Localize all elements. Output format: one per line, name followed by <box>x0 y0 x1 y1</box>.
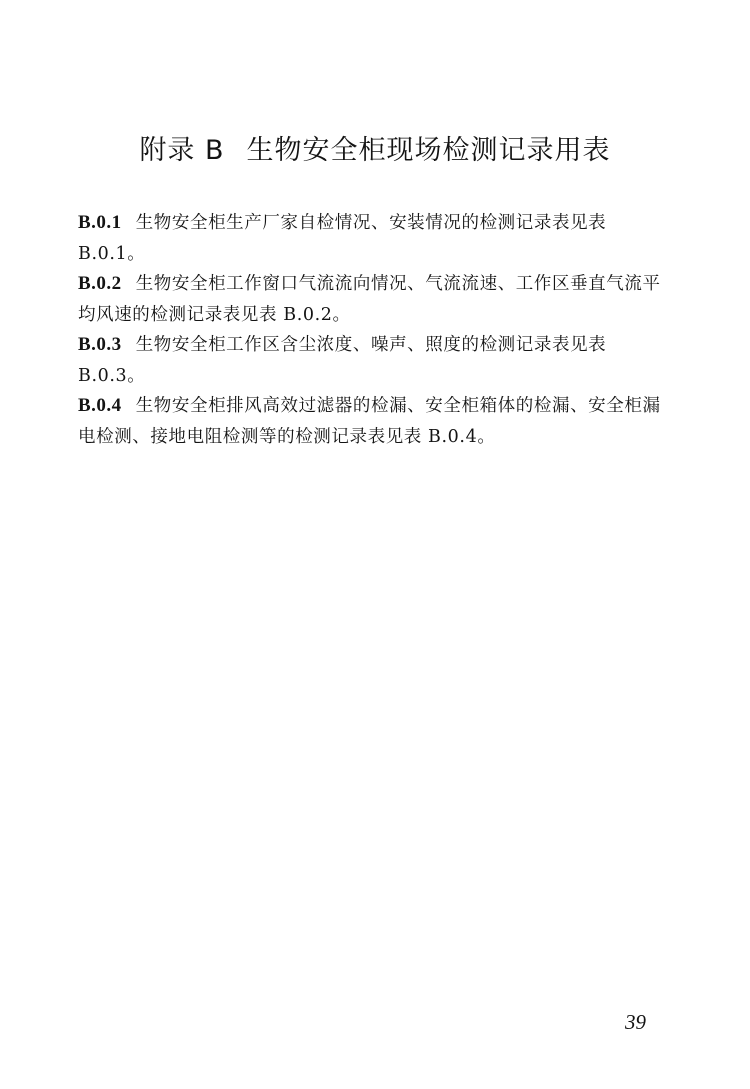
clause-number: B.0.3 <box>78 334 122 355</box>
clause-b03 <box>78 330 678 391</box>
clause-text: 生物安全柜排风高效过滤器的检漏、安全柜箱体的检漏、安全柜漏电检测、接地电阻检测等的检测记录表见表 B.0.4。 <box>78 396 661 447</box>
appendix-label: 附录 B <box>139 135 225 166</box>
clause-b02 <box>78 269 678 330</box>
clause-text: 生物安全柜工作区含尘浓度、噪声、照度的检测记录表见表 B.0.3。 <box>78 335 607 386</box>
page-number: 39 <box>625 1010 646 1034</box>
clause-number: B.0.2 <box>78 273 122 294</box>
clause-text: 生物安全柜工作窗口气流流向情况、气流流速、工作区垂直气流平均风速的检测记录表见表 B.0.2。 <box>78 274 661 325</box>
clause-b01 <box>78 208 678 269</box>
appendix-title-text: 生物安全柜现场检测记录用表 <box>246 135 611 166</box>
clause-list <box>78 208 678 452</box>
clause-text: 生物安全柜生产厂家自检情况、安装情况的检测记录表见表 B.0.1。 <box>78 213 607 264</box>
clause-number: B.0.1 <box>78 212 122 233</box>
clause-number: B.0.4 <box>78 395 122 416</box>
page-title <box>0 128 750 167</box>
clause-b04 <box>78 391 678 452</box>
